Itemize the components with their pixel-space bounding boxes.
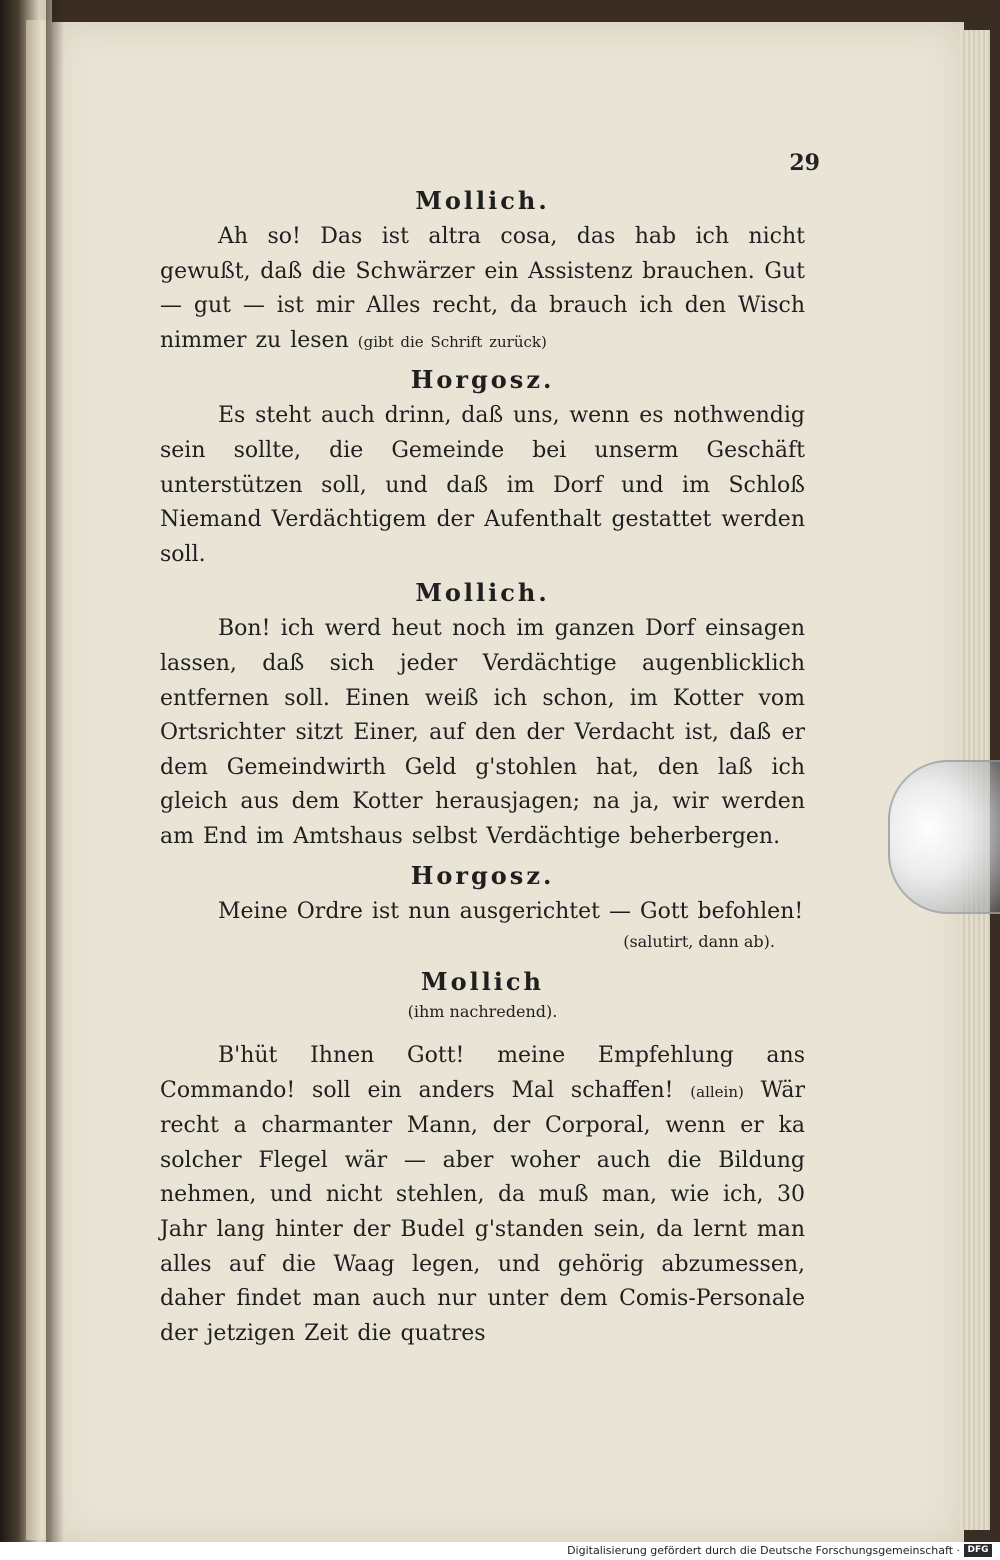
page-number: 29 [789,150,820,176]
book-gutter [46,0,64,1548]
dialogue-text: Wär recht a charmanter Mann, der Corporal, wenn er ka solcher Flegel wär — aber woher auch die Bildung nehmen, und nicht stehlen, da muß man, wie ich, 30 Jahr lang hinter der Budel g'standen sein, da lernt man alles auf die Waag legen, und gehörig abzumessen, daher findet man auch nur unter dem Comis-Personale der jetzigen Zeit die quatres [160,1077,805,1346]
dialogue-paragraph [160,220,805,359]
dialogue-paragraph [160,1039,805,1351]
dfg-logo: DFG [964,1544,992,1557]
speaker-name: Mollich. [415,578,550,608]
stage-direction: (salutirt, dann ab). [623,932,775,952]
dialogue-paragraph: Meine Ordre ist nun ausgerichtet — Gott befohlen! [218,898,804,924]
dialogue-text: Ah so! Das ist altra cosa, das hab ich nicht gewußt, daß die Schwärzer ein Assistenz brauchen. Gut — gut — ist mir Alles recht, da brauch ich den Wisch nimmer zu lesen [160,224,805,353]
dialogue-paragraph: Es steht auch drinn, daß uns, wenn es nothwendig sein sollte, die Gemeinde bei unserm Geschäft unterstützen soll, und daß im Dorf und im Schloß Niemand Verdächtigem der Aufenthalt gestattet werden soll. [160,403,805,567]
speaker-name: Horgosz. [410,860,555,890]
dialogue-paragraph: Bon! ich werd heut noch im ganzen Dorf einsagen lassen, daß sich jeder Verdächtige augenblicklich entfernen soll. Einen weiß ich schon, im Kotter vom Ortsrichter sitzt Einer, auf den der Verdacht ist, daß er dem Gemeindwirth Geld g'stohlen hat, den laß ich gleich aus dem Kotter herausjagen; na ja, wir werden am End im Amtshaus selbst Verdächtige beherbergen. [160,616,805,849]
glass-page-holder [888,760,1000,914]
stage-direction: (gibt die Schrift zurück) [357,332,547,351]
speaker-name: Mollich. [415,186,550,215]
page-text [160,180,805,1351]
dialogue-text: B'hüt Ihnen Gott! meine Empfehlung ans Commando! soll ein anders Mal schaffen! [160,1043,805,1103]
stage-direction: (ihm nachredend). [407,1002,558,1022]
speaker-name: Horgosz. [410,365,555,395]
stage-direction: (allein) [690,1082,744,1101]
footer-credit: Digitalisierung gefördert durch die Deutsche Forschungsgemeinschaft · [567,1544,960,1557]
speaker-name: Mollich [421,967,544,997]
